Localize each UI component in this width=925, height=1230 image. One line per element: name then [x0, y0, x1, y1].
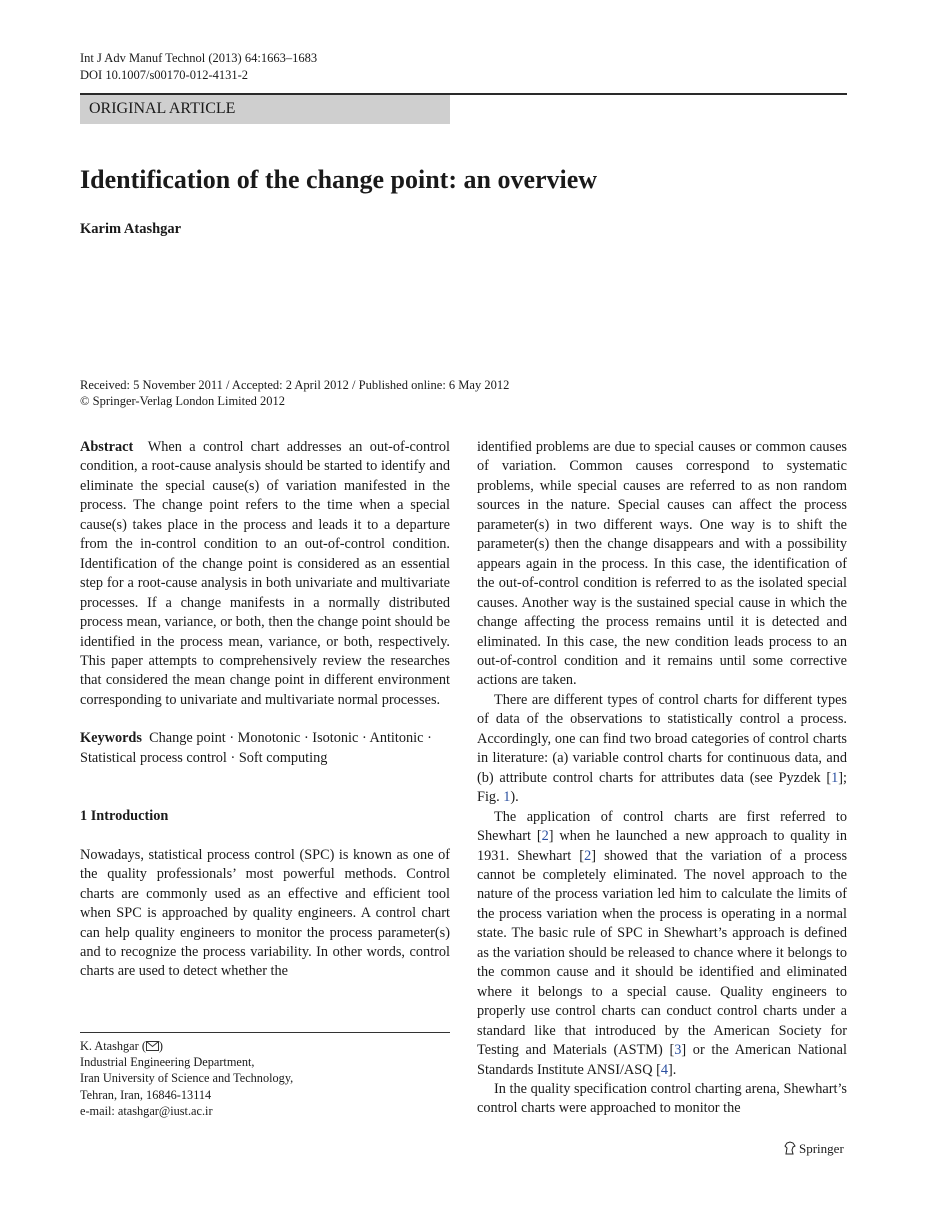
copyright-line: © Springer-Verlag London Limited 2012: [80, 394, 286, 408]
keywords-label: Keywords: [80, 730, 142, 747]
envelope-icon: [146, 1041, 159, 1051]
publisher-mark: [784, 1141, 844, 1157]
p2-text-c: ).: [510, 789, 519, 806]
footnote-city: Tehran, Iran, 16846-13114: [80, 1087, 212, 1102]
footnote-email[interactable]: e-mail: atashgar@iust.ac.ir: [80, 1103, 213, 1118]
p3-text-a: The application of control charts are first referred to Shewhart [: [477, 808, 847, 845]
right-paragraph-4: In the quality specification control charting arena, Shewhart’s control charts were approached to monitor the: [477, 1080, 847, 1117]
citation-link[interactable]: 1: [831, 769, 839, 786]
p3-text-c: ] showed that the variation of a process cannot be completely eliminated. The novel approach to the nature of the process variation led him to calculate the limits of the process variation when the process is operating in a normal state. The basic rule of SPC in Shewhart’s approach is defined as the variation should be released to chance where it belongs to the common cause and it should be identified and eliminated where it belongs to a special cause. Quality engineers to properly use control charts can conduct control charts under a standard like that introduced by the American Society for Testing and Materials (ASTM) [: [477, 847, 848, 1059]
footnote-dept: Industrial Engineering Department,: [80, 1055, 255, 1070]
citation-link[interactable]: 3: [674, 1042, 682, 1059]
journal-citation: Int J Adv Manuf Technol (2013) 64:1663–1683: [80, 51, 318, 65]
citation-link[interactable]: 2: [584, 847, 592, 864]
paper-title: Identification of the change point: an overview: [80, 165, 598, 194]
p3-text-d: ] or the American National Standards Institute ANSI/ASQ [: [477, 1042, 847, 1078]
springer-horse-icon: [784, 1141, 796, 1155]
footnote-name: K. Atashgar (: [80, 1039, 146, 1053]
citation-link[interactable]: 2: [541, 828, 549, 845]
dates-line: Received: 5 November 2011 / Accepted: 2 April 2012 / Published online: 6 May 2012: [80, 378, 510, 392]
right-column: [477, 438, 847, 1119]
abstract-text: When a control chart addresses an out-of-control condition, a root-cause analysis should be started to identify and eliminate the special cause(s) of variation manifested in the process. The change point refers to the time when a special cause(s) takes place in the process and leads it to a departure from the in-control condition to an out-of-control condition. Identification of the change point is considered as an essential step for a root-cause analysis in both univariate and multivariate processes. If a change manifests in a normally distributed process mean, variance, or both, then the change point should be identified in the process mean, variance, or both, respectively. This paper attempts to comprehensively review the researches that considered the mean change point in different environment corresponding to univariate and multivariate normal processes.: [80, 439, 450, 708]
figure-link[interactable]: 1: [503, 789, 511, 806]
author-footnote: [80, 1038, 293, 1119]
publication-dates: [80, 377, 509, 409]
doi[interactable]: DOI 10.1007/s00170-012-4131-2: [80, 68, 249, 82]
p2-text-b: ]; Fig.: [477, 769, 847, 806]
keywords-text: Change point · Monotonic · Isotonic · Antitonic · Statistical process control · Soft computing: [80, 730, 432, 766]
section-heading-introduction: 1 Introduction: [80, 808, 169, 825]
left-column: [80, 438, 450, 982]
p3-text-b: ] when he launched a new approach to quality in 1931. Shewhart [: [477, 828, 847, 864]
footnote-rule: [80, 1032, 450, 1033]
abstract: [80, 438, 450, 710]
footnote-university: Iran University of Science and Technology,: [80, 1071, 294, 1086]
right-paragraph-2: [477, 691, 847, 808]
keywords: [80, 729, 450, 768]
citation-link[interactable]: 4: [660, 1061, 669, 1078]
author-name: Karim Atashgar: [80, 221, 182, 237]
article-type-banner: ORIGINAL ARTICLE: [80, 95, 450, 124]
p2-text-a: There are different types of control charts for different types of data of the observations to statistically control a process. Accordingly, one can find two broad categories of control charts in literature: (a) variable control charts for continuous data, and (b) attribute control charts for attributes data (see Pyzdek [: [477, 691, 847, 786]
p3-text-e: ].: [668, 1061, 677, 1078]
footnote-name-close: ): [158, 1039, 164, 1053]
footnote-name-line: [80, 1038, 293, 1054]
right-paragraph-3: [477, 808, 847, 1080]
intro-paragraph: Nowadays, statistical process control (SPC) is known as one of the quality professionals’ most powerful methods. Control charts are commonly used as an effective and efficient tool when SPC is approached by quality engineers. A control chart can help quality engineers to monitor the process parameter(s) and to recognize the process variability. In other words, control charts are used to detect whether the: [80, 846, 450, 980]
publisher-name: Springer: [799, 1141, 844, 1156]
right-paragraph-1: identified problems are due to special causes or common causes of variation. Common causes correspond to systematic problems, while special causes are referred to as non random sources in the nature. Special causes can affect the process parameter(s) in two different ways. One way is to shift the parameter(s) then the change disappears and with a possibility appears again in the process. In this case, the identification of the out-of-control condition is referred to as the isolated special causes. Another way is the sustained special cause in which the change affecting the process remains until it is detected and eliminated. In this case, the new condition leads process to an out-of-control condition and it remains until some corrective actions are taken.: [477, 439, 847, 689]
abstract-label: Abstract: [80, 439, 134, 455]
